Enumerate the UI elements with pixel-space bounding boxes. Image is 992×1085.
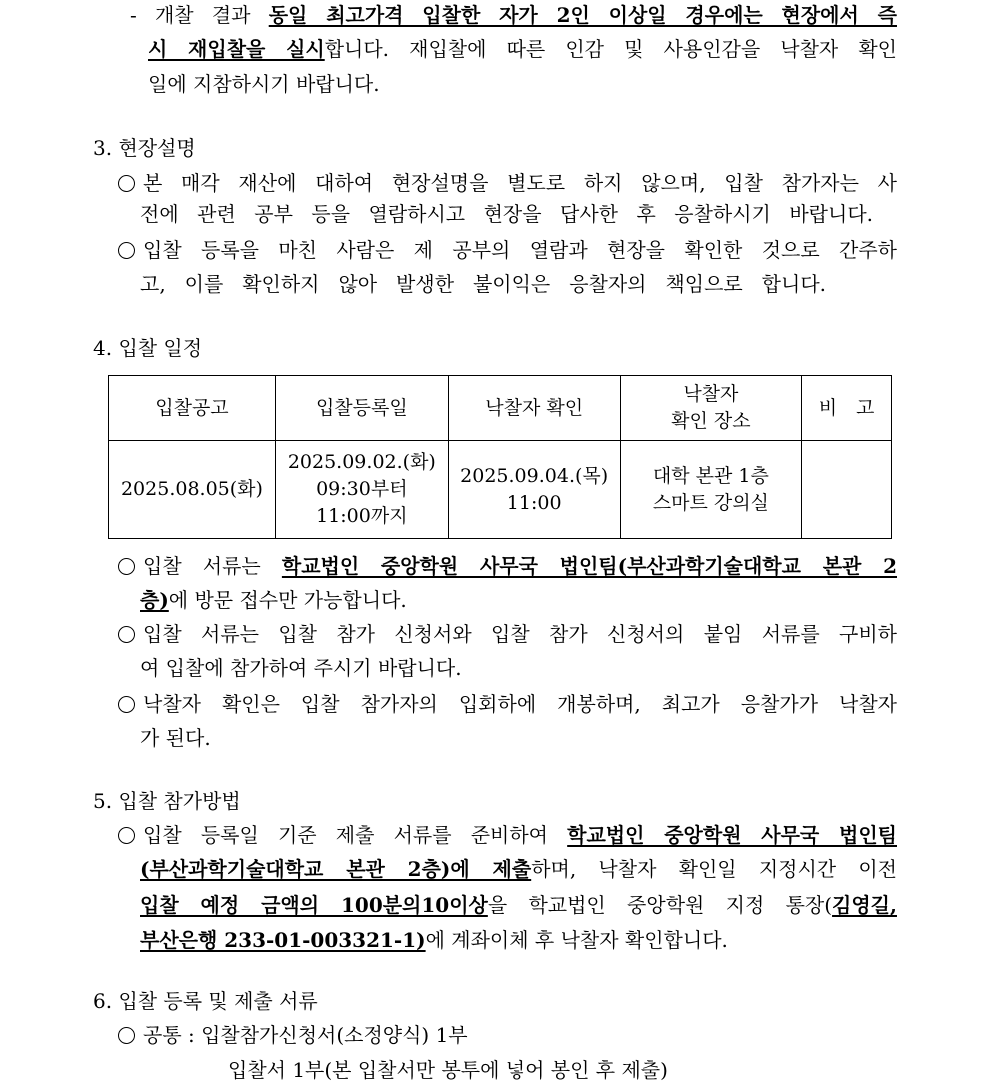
text: 낙찰자 <box>683 383 739 405</box>
text: 11:00 <box>506 491 562 514</box>
table-header-row <box>109 376 892 441</box>
section-5-line-3 <box>140 890 897 920</box>
emphasis-text: 층) <box>140 588 169 612</box>
section-6-line-2: 입찰서 1부(본 입찰서만 봉투에 넣어 봉인 후 제출) <box>228 1058 668 1082</box>
text: 에 계좌이체 후 낙찰자 확인합니다. <box>425 928 728 952</box>
circle-bullet-icon <box>118 827 135 844</box>
table-cell: 2025.08.05(화) <box>109 441 276 539</box>
text: 2025.09.04.(목) <box>460 464 609 487</box>
schedule-table <box>108 375 892 539</box>
section-5-line-4 <box>140 925 897 955</box>
section-3-item-2-cont: 고, 이를 확인하지 않아 발생한 불이익은 응찰자의 책임으로 합니다. <box>140 272 826 296</box>
text: 입찰 등록을 마친 사람은 제 공부의 열람과 현장을 확인한 것으로 간주하 <box>143 238 897 262</box>
text: 09:30부터 <box>316 478 408 500</box>
text: 대학 본관 1층 <box>652 464 769 487</box>
section-5-line-2 <box>140 854 897 884</box>
section-6-heading: 6. 입찰 등록 및 제출 서류 <box>93 989 318 1013</box>
table-cell <box>448 441 620 539</box>
section-3-item-1 <box>118 168 897 198</box>
text: 합니다. 재입찰에 따른 인감 및 사용인감을 낙찰자 확인 <box>324 37 898 61</box>
circle-bullet-icon <box>118 242 135 259</box>
text: 본 매각 재산에 대하여 현장설명을 별도로 하지 않으며, 입찰 참가자는 사 <box>143 171 897 195</box>
section-3-heading: 3. 현장설명 <box>93 136 196 160</box>
intro-line-2 <box>148 34 897 64</box>
circle-bullet-icon <box>118 626 135 643</box>
text: 공통 : 입찰참가신청서(소정양식) 1부 <box>143 1023 468 1047</box>
section-5-heading: 5. 입찰 참가방법 <box>93 789 241 813</box>
table-row <box>109 441 892 539</box>
section-4-heading: 4. 입찰 일정 <box>93 336 203 360</box>
section-4-item-1 <box>118 551 897 581</box>
circle-bullet-icon <box>118 175 135 192</box>
text: 입찰 등록일 기준 제출 서류를 준비하여 <box>143 823 568 847</box>
intro-line-3: 일에 지참하시기 바랍니다. <box>148 72 380 96</box>
header-cell: 낙찰자 확인 <box>448 376 620 441</box>
section-3-item-1-cont: 전에 관련 공부 등을 열람하시고 현장을 답사한 후 응찰하시기 바랍니다. <box>140 202 873 226</box>
header-cell: 비 고 <box>802 376 892 441</box>
text: 낙찰자 확인은 입찰 참가자의 입회하에 개봉하며, 최고가 응찰가가 낙찰자 <box>143 692 897 716</box>
table-cell <box>620 441 802 539</box>
text: 스마트 강의실 <box>652 491 769 514</box>
text: 하며, 낙찰자 확인일 지정시간 이전 <box>531 857 897 881</box>
section-4-item-1-cont <box>140 585 880 615</box>
section-5-line-1 <box>118 820 897 850</box>
text: 을 학교법인 중앙학원 지정 통장( <box>487 893 833 917</box>
emphasis-text: 시 재입찰을 실시 <box>148 37 325 61</box>
circle-bullet-icon <box>118 1027 135 1044</box>
text: 2025.09.02.(화) <box>287 451 436 473</box>
header-cell: 입찰등록일 <box>275 376 448 441</box>
text: 확인 장소 <box>671 410 751 432</box>
section-3-item-2 <box>118 235 897 265</box>
circle-bullet-icon <box>118 696 135 713</box>
circle-bullet-icon <box>118 558 135 575</box>
emphasis-text: (부산과학기술대학교 본관 2층)에 제출 <box>140 857 532 881</box>
emphasis-text: 학교법인 중앙학원 사무국 법인팀(부산과학기술대학교 본관 2 <box>281 554 897 578</box>
section-4-item-2 <box>118 619 897 649</box>
emphasis-text: 부산은행 233-01-003321-1) <box>140 928 426 952</box>
table-cell <box>275 441 448 539</box>
text: 입찰 서류는 <box>143 554 282 578</box>
intro-line-1 <box>130 0 897 30</box>
emphasis-text: 동일 최고가격 입찰한 자가 2인 이상일 경우에는 현장에서 즉 <box>268 3 897 27</box>
emphasis-text: 학교법인 중앙학원 사무국 법인팀 <box>567 823 897 847</box>
emphasis-text: 김영길, <box>832 893 897 917</box>
text: 에 방문 접수만 가능합니다. <box>168 588 407 612</box>
header-cell: 입찰공고 <box>109 376 276 441</box>
section-4-item-3-cont: 가 된다. <box>140 726 211 750</box>
section-4-item-3 <box>118 689 897 719</box>
section-4-item-2-cont: 여 입찰에 참가하여 주시기 바랍니다. <box>140 656 462 680</box>
emphasis-text: 입찰 예정 금액의 100분의10이상 <box>140 893 488 917</box>
text: - 개찰 결과 <box>130 3 269 27</box>
section-6-line-1 <box>118 1020 718 1050</box>
header-cell <box>620 376 802 441</box>
table-cell <box>802 441 892 539</box>
text: 입찰 서류는 입찰 참가 신청서와 입찰 참가 신청서의 붙임 서류를 구비하 <box>143 622 897 646</box>
text: 11:00까지 <box>316 505 408 527</box>
